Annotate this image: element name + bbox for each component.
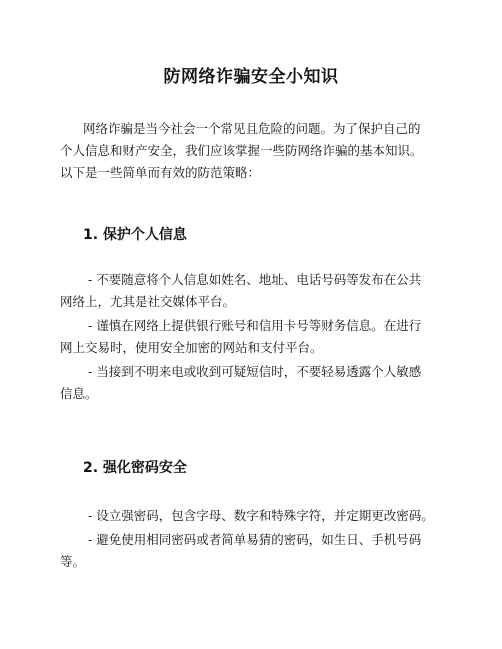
intro-line-1: 网络诈骗是当今社会一个常见且危险的问题。为了保护自己的 xyxy=(83,121,421,136)
intro-line-2: 个人信息和财产安全，我们应该掌握一些防网络诈骗的基本知识。 xyxy=(60,143,423,158)
bullet-1-2-line-2: 网上交易时，使用安全加密的网站和支付平台。 xyxy=(60,340,323,355)
bullet-2-2-line-2: 等。 xyxy=(60,554,86,569)
bullet-1-2-line-1: - 谨慎在网络上提供银行账号和信用卡号等财务信息。在进行 xyxy=(88,318,422,333)
section-heading-2: 2. 强化密码安全 xyxy=(83,460,187,476)
bullet-1-3-line-1: - 当接到不明来电或收到可疑短信时，不要轻易透露个人敏感 xyxy=(88,364,422,379)
bullet-2-1-line-1: - 设立强密码，包含字母、数字和特殊字符，并定期更改密码。 xyxy=(88,508,434,523)
document-title: 防网络诈骗安全小知识 xyxy=(163,67,339,87)
bullet-1-1-line-1: - 不要随意将个人信息如姓名、地址、电话号码等发布在公共 xyxy=(88,272,422,287)
bullet-1-1-line-2: 网络上，尤其是社交媒体平台。 xyxy=(60,294,236,309)
section-heading-1: 1. 保护个人信息 xyxy=(83,227,187,243)
bullet-2-2-line-1: - 避免使用相同密码或者简单易猜的密码，如生日、手机号码 xyxy=(88,532,422,547)
bullet-1-3-line-2: 信息。 xyxy=(60,386,98,401)
intro-line-3: 以下是一些简单而有效的防范策略： xyxy=(60,165,261,180)
